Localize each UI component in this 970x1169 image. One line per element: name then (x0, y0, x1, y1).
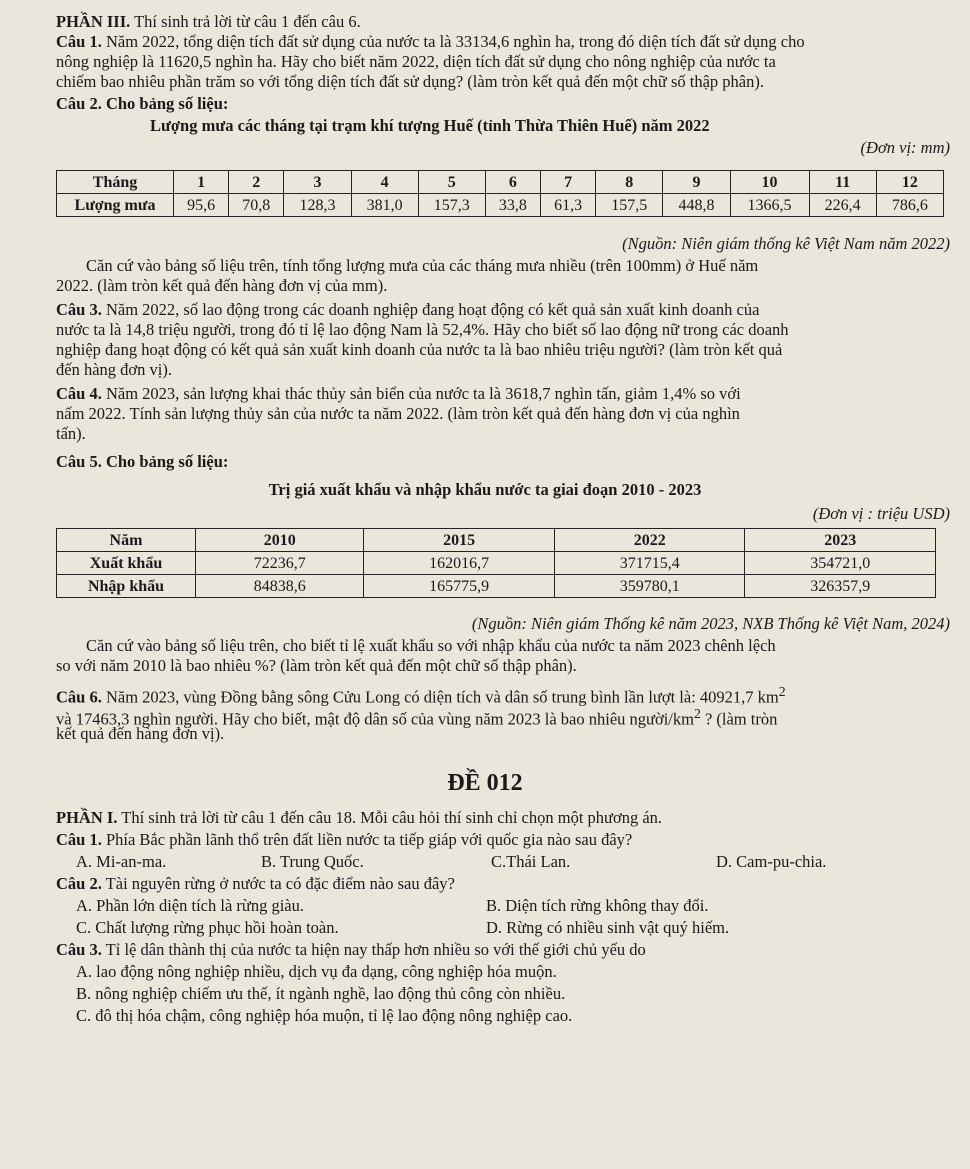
trade-table (56, 528, 936, 598)
table-cell: 95,6 (174, 194, 229, 217)
q2-question-line2: 2022. (làm tròn kết quả đến hàng đơn vị của mm). (56, 276, 388, 295)
q3-line4: đến hàng đơn vị). (56, 360, 172, 379)
q2-question-line1: Căn cứ vào bảng số liệu trên, tính tổng lượng mưa của các tháng mưa nhiều (trên 100mm) ở Huế năm (86, 256, 759, 275)
table-cell: 61,3 (541, 194, 596, 217)
q1-line2: nông nghiệp là 11620,5 nghìn ha. Hãy cho biết năm 2022, diện tích đất sử dụng cho nông nghiệp của nước ta (56, 52, 776, 71)
table-row (57, 529, 936, 552)
table-cell: 381,0 (351, 194, 418, 217)
q1-line3: chiếm bao nhiêu phần trăm so với tổng diện tích đất sử dụng? (làm tròn kết quả đến một chữ số thập phân). (56, 72, 764, 91)
table-cell: 1366,5 (730, 194, 809, 217)
option-c[interactable]: C. đô thị hóa chậm, công nghiệp hóa muộn, tỉ lệ lao động nông nghiệp cao. (76, 1006, 573, 1025)
q5-label: Câu 5. Cho bảng số liệu: (56, 452, 229, 471)
q5-unit: (Đơn vị : triệu USD) (812, 504, 950, 523)
part1-heading: PHẦN I. Thí sinh trả lời từ câu 1 đến câu 18. Mỗi câu hỏi thí sinh chỉ chọn một phương án. (56, 808, 663, 827)
q3-line2: nước ta là 14,8 triệu người, trong đó tỉ lệ lao động Nam là 52,4%. Hãy cho biết số lao động nữ trong các doanh (56, 320, 789, 339)
q2-unit: (Đơn vị: mm) (860, 138, 950, 157)
table-header-cell: Tháng (57, 171, 174, 194)
table-header-cell: 2010 (196, 529, 364, 552)
q2-label: Câu 2. Cho bảng số liệu: (56, 94, 229, 113)
table-header-cell: Năm (57, 529, 196, 552)
table-cell: 2 (229, 171, 284, 194)
table-cell: 12 (876, 171, 943, 194)
q5-question-line2: so với năm 2010 là bao nhiêu %? (làm tròn kết quả đến một chữ số thập phân). (56, 656, 577, 675)
p1-q3-stem: Câu 3. Tỉ lệ dân thành thị của nước ta hiện nay thấp hơn nhiều so với thế giới chủ yếu do (56, 940, 646, 959)
q6-line3: kết quả đến hàng đơn vị). (56, 724, 225, 743)
table-cell: 162016,7 (364, 552, 555, 575)
table-cell: 326357,9 (745, 575, 936, 598)
table-cell: 157,5 (596, 194, 663, 217)
table-cell: 165775,9 (364, 575, 555, 598)
q6-line1: Câu 6. Năm 2023, vùng Đồng bằng sông Cửu Long có diện tích và dân số trung bình lần lượt là: 40921,7 $km^2$ (56, 684, 786, 707)
exam-code-title: ĐỀ 012 (447, 770, 523, 796)
superscript: 2 (693, 706, 701, 721)
table-cell: 84838,6 (196, 575, 364, 598)
part3-heading: PHẦN III. Thí sinh trả lời từ câu 1 đến câu 6. (56, 12, 361, 31)
table-cell: 157,3 (418, 194, 485, 217)
table-cell: 8 (596, 171, 663, 194)
table-row (57, 575, 936, 598)
option-d[interactable]: D. Rừng có nhiều sinh vật quý hiếm. (486, 918, 730, 937)
table-cell: 226,4 (809, 194, 876, 217)
table-row (57, 552, 936, 575)
table-header-cell: 2023 (745, 529, 936, 552)
q5-source: (Nguồn: Niên giám Thống kê năm 2023, NXB Thống kê Việt Nam, 2024) (471, 614, 950, 633)
q5-table-title: Trị giá xuất khẩu và nhập khẩu nước ta giai đoạn 2010 - 2023 (268, 480, 702, 499)
option-b[interactable]: B. nông nghiệp chiếm ưu thế, ít ngành nghề, lao động thủ công còn nhiều. (76, 984, 566, 1003)
option-a[interactable]: A. Phần lớn diện tích là rừng giàu. (76, 896, 305, 915)
table-cell: 786,6 (876, 194, 943, 217)
table-cell: 5 (418, 171, 485, 194)
q5-question-line1: Căn cứ vào bảng số liệu trên, cho biết tỉ lệ xuất khẩu so với nhập khẩu của nước ta năm 2023 chênh lệch (86, 636, 776, 655)
option-a[interactable]: A. lao động nông nghiệp nhiều, dịch vụ đa dạng, công nghiệp hóa muộn. (76, 962, 557, 981)
table-header-cell: Xuất khẩu (57, 552, 196, 575)
q3-line3: nghiệp đang hoạt động có kết quả sản xuất kinh doanh của nước ta là bao nhiêu triệu người? (làm tròn kết quả (56, 340, 783, 359)
table-cell: 371715,4 (554, 552, 745, 575)
rainfall-table (56, 170, 944, 217)
option-b[interactable]: B. Diện tích rừng không thay đổi. (486, 896, 709, 915)
table-cell: 359780,1 (554, 575, 745, 598)
table-row (57, 194, 944, 217)
table-header-cell: Lượng mưa (57, 194, 174, 217)
p1-q1-stem: Câu 1. Phía Bắc phần lãnh thổ trên đất liền nước ta tiếp giáp với quốc gia nào sau đây? (56, 830, 633, 849)
table-cell: 72236,7 (196, 552, 364, 575)
table-cell: 10 (730, 171, 809, 194)
option-c[interactable]: C.Thái Lan. (491, 852, 571, 871)
option-a[interactable]: A. Mi-an-ma. (76, 852, 167, 871)
option-d[interactable]: D. Cam-pu-chia. (716, 852, 827, 871)
option-b[interactable]: B. Trung Quốc. (261, 852, 364, 871)
table-cell: 7 (541, 171, 596, 194)
q3-line1: Câu 3. Năm 2022, số lao động trong các doanh nghiệp đang hoạt động có kết quả sản xuất kinh doanh của (56, 300, 760, 319)
table-cell: 6 (485, 171, 540, 194)
table-cell: 128,3 (284, 194, 351, 217)
q2-table-title: Lượng mưa các tháng tại trạm khí tượng Huế (tỉnh Thừa Thiên Huế) năm 2022 (150, 116, 710, 135)
table-cell: 1 (174, 171, 229, 194)
q4-line1: Câu 4. Năm 2023, sản lượng khai thác thủy sản biển của nước ta là 3618,7 nghìn tấn, giảm 1,4% so với (56, 384, 741, 403)
table-cell: 11 (809, 171, 876, 194)
superscript: 2 (778, 684, 786, 699)
q4-line2: nấm 2022. Tính sản lượng thủy sản của nước ta năm 2022. (làm tròn kết quả đến hàng đơn vị của nghìn (56, 404, 740, 423)
q1-line1: Câu 1. Năm 2022, tổng diện tích đất sử dụng của nước ta là 33134,6 nghìn ha, trong đó diện tích đất sử dụng cho (56, 32, 805, 51)
option-c[interactable]: C. Chất lượng rừng phục hồi hoàn toàn. (76, 918, 339, 937)
q4-line3: tấn). (56, 424, 86, 443)
q2-source: (Nguồn: Niên giám thống kê Việt Nam năm 2022) (622, 234, 950, 253)
table-cell: 3 (284, 171, 351, 194)
table-row (57, 171, 944, 194)
table-header-cell: 2015 (364, 529, 555, 552)
table-cell: 4 (351, 171, 418, 194)
table-header-cell: 2022 (554, 529, 745, 552)
table-cell: 354721,0 (745, 552, 936, 575)
table-cell: 33,8 (485, 194, 540, 217)
table-cell: 9 (663, 171, 730, 194)
table-cell: 448,8 (663, 194, 730, 217)
p1-q2-stem: Câu 2. Tài nguyên rừng ở nước ta có đặc điểm nào sau đây? (56, 874, 455, 893)
table-cell: 70,8 (229, 194, 284, 217)
q6-line2: và 17463,3 nghìn người. Hãy cho biết, mật độ dân số của vùng năm 2023 là bao nhiêu người/$km^2$ ? (làm tròn (56, 706, 778, 729)
table-header-cell: Nhập khẩu (57, 575, 196, 598)
